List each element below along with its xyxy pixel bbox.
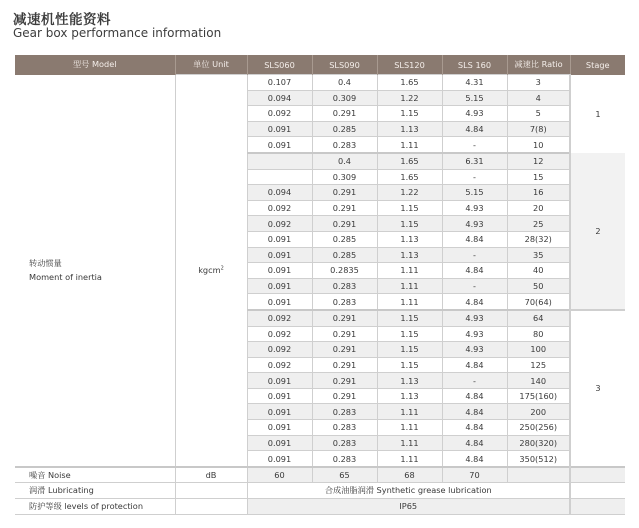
cell-sls090: 0.2835 bbox=[312, 263, 377, 279]
cell-sls090: 0.285 bbox=[312, 247, 377, 263]
cell-ratio: 5 bbox=[507, 106, 570, 122]
stage-cell: 3 bbox=[570, 310, 625, 467]
cell-sls160: 5.15 bbox=[442, 185, 507, 201]
cell-sls060: 0.092 bbox=[247, 216, 312, 232]
cell-sls060: 0.091 bbox=[247, 137, 312, 153]
cell-sls160: 4.84 bbox=[442, 357, 507, 373]
cell-ratio: 250(256) bbox=[507, 420, 570, 436]
cell-sls060: 0.091 bbox=[247, 451, 312, 467]
header-sls160: SLS 160 bbox=[442, 55, 507, 75]
cell-sls060 bbox=[247, 169, 312, 185]
cell-sls160: 4.93 bbox=[442, 342, 507, 358]
cell-sls090: 0.283 bbox=[312, 137, 377, 153]
noise-unit: dB bbox=[175, 467, 247, 483]
cell-sls160: 4.93 bbox=[442, 106, 507, 122]
cell-sls060: 0.091 bbox=[247, 294, 312, 310]
cell-sls120: 1.13 bbox=[377, 121, 442, 137]
table-header-row bbox=[15, 55, 625, 75]
cell-sls060: 0.091 bbox=[247, 435, 312, 451]
cell-sls160: 4.93 bbox=[442, 310, 507, 326]
cell-sls160: - bbox=[442, 373, 507, 389]
lubricating-value: 合成油脂润滑 Synthetic grease lubrication bbox=[247, 483, 570, 499]
cell-ratio: 40 bbox=[507, 263, 570, 279]
cell-sls090: 0.283 bbox=[312, 451, 377, 467]
cell-ratio: 10 bbox=[507, 137, 570, 153]
header-sls120: SLS120 bbox=[377, 55, 442, 75]
header-stage: Stage bbox=[570, 55, 625, 75]
noise-sls090: 65 bbox=[312, 467, 377, 483]
cell-sls120: 1.15 bbox=[377, 326, 442, 342]
cell-sls120: 1.13 bbox=[377, 231, 442, 247]
cell-sls060: 0.092 bbox=[247, 342, 312, 358]
cell-sls060: 0.091 bbox=[247, 278, 312, 294]
cell-ratio: 25 bbox=[507, 216, 570, 232]
protection-value: IP65 bbox=[247, 499, 570, 515]
cell-sls160: 4.93 bbox=[442, 326, 507, 342]
cell-ratio: 100 bbox=[507, 342, 570, 358]
noise-sls120: 68 bbox=[377, 467, 442, 483]
noise-row bbox=[15, 467, 625, 483]
cell-sls090: 0.291 bbox=[312, 200, 377, 216]
cell-sls120: 1.15 bbox=[377, 216, 442, 232]
cell-sls090: 0.283 bbox=[312, 294, 377, 310]
lubricating-label: 润滑 Lubricating bbox=[15, 483, 175, 499]
header-sls060: SLS060 bbox=[247, 55, 312, 75]
cell-sls160: 4.84 bbox=[442, 231, 507, 247]
stage-cell: 2 bbox=[570, 153, 625, 310]
cell-sls060: 0.092 bbox=[247, 357, 312, 373]
cell-sls160: 4.84 bbox=[442, 294, 507, 310]
cell-sls120: 1.11 bbox=[377, 451, 442, 467]
cell-sls120: 1.22 bbox=[377, 90, 442, 106]
stage-cell: 1 bbox=[570, 75, 625, 153]
cell-sls120: 1.11 bbox=[377, 404, 442, 420]
inertia-label-cell bbox=[15, 75, 175, 467]
cell-ratio: 64 bbox=[507, 310, 570, 326]
cell-sls090: 0.4 bbox=[312, 153, 377, 169]
performance-table bbox=[15, 55, 625, 515]
cell-ratio: 70(64) bbox=[507, 294, 570, 310]
cell-sls060: 0.092 bbox=[247, 200, 312, 216]
cell-sls160: 4.93 bbox=[442, 216, 507, 232]
table-body bbox=[15, 75, 625, 515]
cell-sls120: 1.15 bbox=[377, 200, 442, 216]
header-ratio: 减速比 Ratio bbox=[507, 55, 570, 75]
cell-sls120: 1.13 bbox=[377, 388, 442, 404]
cell-ratio: 12 bbox=[507, 153, 570, 169]
cell-sls160: 4.84 bbox=[442, 435, 507, 451]
header-model: 型号 Model bbox=[15, 55, 175, 75]
cell-sls090: 0.291 bbox=[312, 342, 377, 358]
cell-sls060: 0.091 bbox=[247, 373, 312, 389]
page-title-en: Gear box performance information bbox=[13, 26, 222, 40]
cell-sls060: 0.091 bbox=[247, 231, 312, 247]
cell-sls120: 1.11 bbox=[377, 137, 442, 153]
cell-sls090: 0.291 bbox=[312, 373, 377, 389]
cell-ratio: 280(320) bbox=[507, 435, 570, 451]
cell-sls120: 1.65 bbox=[377, 153, 442, 169]
cell-ratio: 175(160) bbox=[507, 388, 570, 404]
cell-ratio: 20 bbox=[507, 200, 570, 216]
cell-sls160: - bbox=[442, 137, 507, 153]
cell-sls160: - bbox=[442, 169, 507, 185]
cell-ratio: 28(32) bbox=[507, 231, 570, 247]
cell-sls090: 0.309 bbox=[312, 90, 377, 106]
cell-ratio: 80 bbox=[507, 326, 570, 342]
cell-sls160: 4.31 bbox=[442, 75, 507, 91]
protection-row bbox=[15, 499, 625, 515]
cell-sls160: 6.31 bbox=[442, 153, 507, 169]
cell-sls160: - bbox=[442, 247, 507, 263]
inertia-label-cn: 转动惯量 bbox=[29, 258, 62, 269]
cell-sls060: 0.107 bbox=[247, 75, 312, 91]
noise-sls160: 70 bbox=[442, 467, 507, 483]
cell-sls060: 0.092 bbox=[247, 106, 312, 122]
cell-sls090: 0.283 bbox=[312, 278, 377, 294]
cell-sls090: 0.309 bbox=[312, 169, 377, 185]
lubricating-stage-empty bbox=[570, 483, 625, 499]
cell-sls090: 0.291 bbox=[312, 326, 377, 342]
cell-ratio: 140 bbox=[507, 373, 570, 389]
header-unit: 单位 Unit bbox=[175, 55, 247, 75]
cell-sls120: 1.11 bbox=[377, 278, 442, 294]
cell-sls160: 4.84 bbox=[442, 420, 507, 436]
cell-sls060: 0.091 bbox=[247, 420, 312, 436]
cell-sls090: 0.4 bbox=[312, 75, 377, 91]
cell-sls060: 0.092 bbox=[247, 310, 312, 326]
cell-sls060 bbox=[247, 153, 312, 169]
cell-sls120: 1.15 bbox=[377, 342, 442, 358]
cell-sls090: 0.291 bbox=[312, 310, 377, 326]
cell-ratio: 7(8) bbox=[507, 121, 570, 137]
cell-ratio: 35 bbox=[507, 247, 570, 263]
inertia-unit: kgcm bbox=[198, 265, 221, 276]
cell-sls060: 0.091 bbox=[247, 404, 312, 420]
cell-sls120: 1.13 bbox=[377, 373, 442, 389]
cell-sls120: 1.11 bbox=[377, 294, 442, 310]
header-sls090: SLS090 bbox=[312, 55, 377, 75]
cell-sls120: 1.15 bbox=[377, 357, 442, 373]
cell-sls120: 1.65 bbox=[377, 169, 442, 185]
cell-sls060: 0.091 bbox=[247, 121, 312, 137]
noise-sls060: 60 bbox=[247, 467, 312, 483]
cell-ratio: 50 bbox=[507, 278, 570, 294]
cell-sls090: 0.285 bbox=[312, 121, 377, 137]
cell-sls120: 1.11 bbox=[377, 420, 442, 436]
cell-sls090: 0.285 bbox=[312, 231, 377, 247]
cell-sls060: 0.091 bbox=[247, 263, 312, 279]
lubricating-unit-empty bbox=[175, 483, 247, 499]
cell-ratio: 200 bbox=[507, 404, 570, 420]
cell-sls060: 0.094 bbox=[247, 90, 312, 106]
protection-label: 防护等级 levels of protection bbox=[15, 499, 175, 515]
cell-ratio: 125 bbox=[507, 357, 570, 373]
cell-sls160: 4.84 bbox=[442, 388, 507, 404]
cell-sls090: 0.291 bbox=[312, 185, 377, 201]
cell-ratio: 350(512) bbox=[507, 451, 570, 467]
cell-sls060: 0.092 bbox=[247, 326, 312, 342]
cell-sls090: 0.291 bbox=[312, 106, 377, 122]
noise-label: 噪音 Noise bbox=[15, 467, 175, 483]
cell-sls060: 0.094 bbox=[247, 185, 312, 201]
inertia-label-en: Moment of inertia bbox=[29, 272, 102, 283]
cell-ratio: 15 bbox=[507, 169, 570, 185]
cell-sls120: 1.11 bbox=[377, 263, 442, 279]
cell-sls090: 0.291 bbox=[312, 216, 377, 232]
cell-sls160: 4.93 bbox=[442, 200, 507, 216]
cell-ratio: 3 bbox=[507, 75, 570, 91]
lubricating-row bbox=[15, 483, 625, 499]
cell-sls120: 1.11 bbox=[377, 435, 442, 451]
cell-sls160: 4.84 bbox=[442, 404, 507, 420]
page-title-cn: 减速机性能资料 bbox=[13, 12, 111, 28]
cell-sls120: 1.65 bbox=[377, 75, 442, 91]
table-row bbox=[15, 75, 625, 91]
cell-sls090: 0.283 bbox=[312, 420, 377, 436]
cell-sls120: 1.15 bbox=[377, 106, 442, 122]
cell-sls060: 0.091 bbox=[247, 388, 312, 404]
inertia-unit-superscript: 2 bbox=[220, 265, 224, 272]
cell-sls160: 4.84 bbox=[442, 451, 507, 467]
cell-sls120: 1.22 bbox=[377, 185, 442, 201]
inertia-unit-cell bbox=[175, 75, 247, 467]
cell-sls160: 5.15 bbox=[442, 90, 507, 106]
cell-ratio: 16 bbox=[507, 185, 570, 201]
cell-sls160: 4.84 bbox=[442, 121, 507, 137]
cell-sls090: 0.291 bbox=[312, 357, 377, 373]
cell-sls160: 4.84 bbox=[442, 263, 507, 279]
cell-sls090: 0.283 bbox=[312, 435, 377, 451]
protection-stage-empty bbox=[570, 499, 625, 515]
cell-sls060: 0.091 bbox=[247, 247, 312, 263]
noise-stage-empty bbox=[570, 467, 625, 483]
cell-sls120: 1.15 bbox=[377, 310, 442, 326]
cell-sls090: 0.283 bbox=[312, 404, 377, 420]
cell-sls160: - bbox=[442, 278, 507, 294]
cell-ratio: 4 bbox=[507, 90, 570, 106]
cell-sls090: 0.291 bbox=[312, 388, 377, 404]
cell-sls120: 1.13 bbox=[377, 247, 442, 263]
noise-ratio-empty bbox=[507, 467, 570, 483]
protection-unit-empty bbox=[175, 499, 247, 515]
